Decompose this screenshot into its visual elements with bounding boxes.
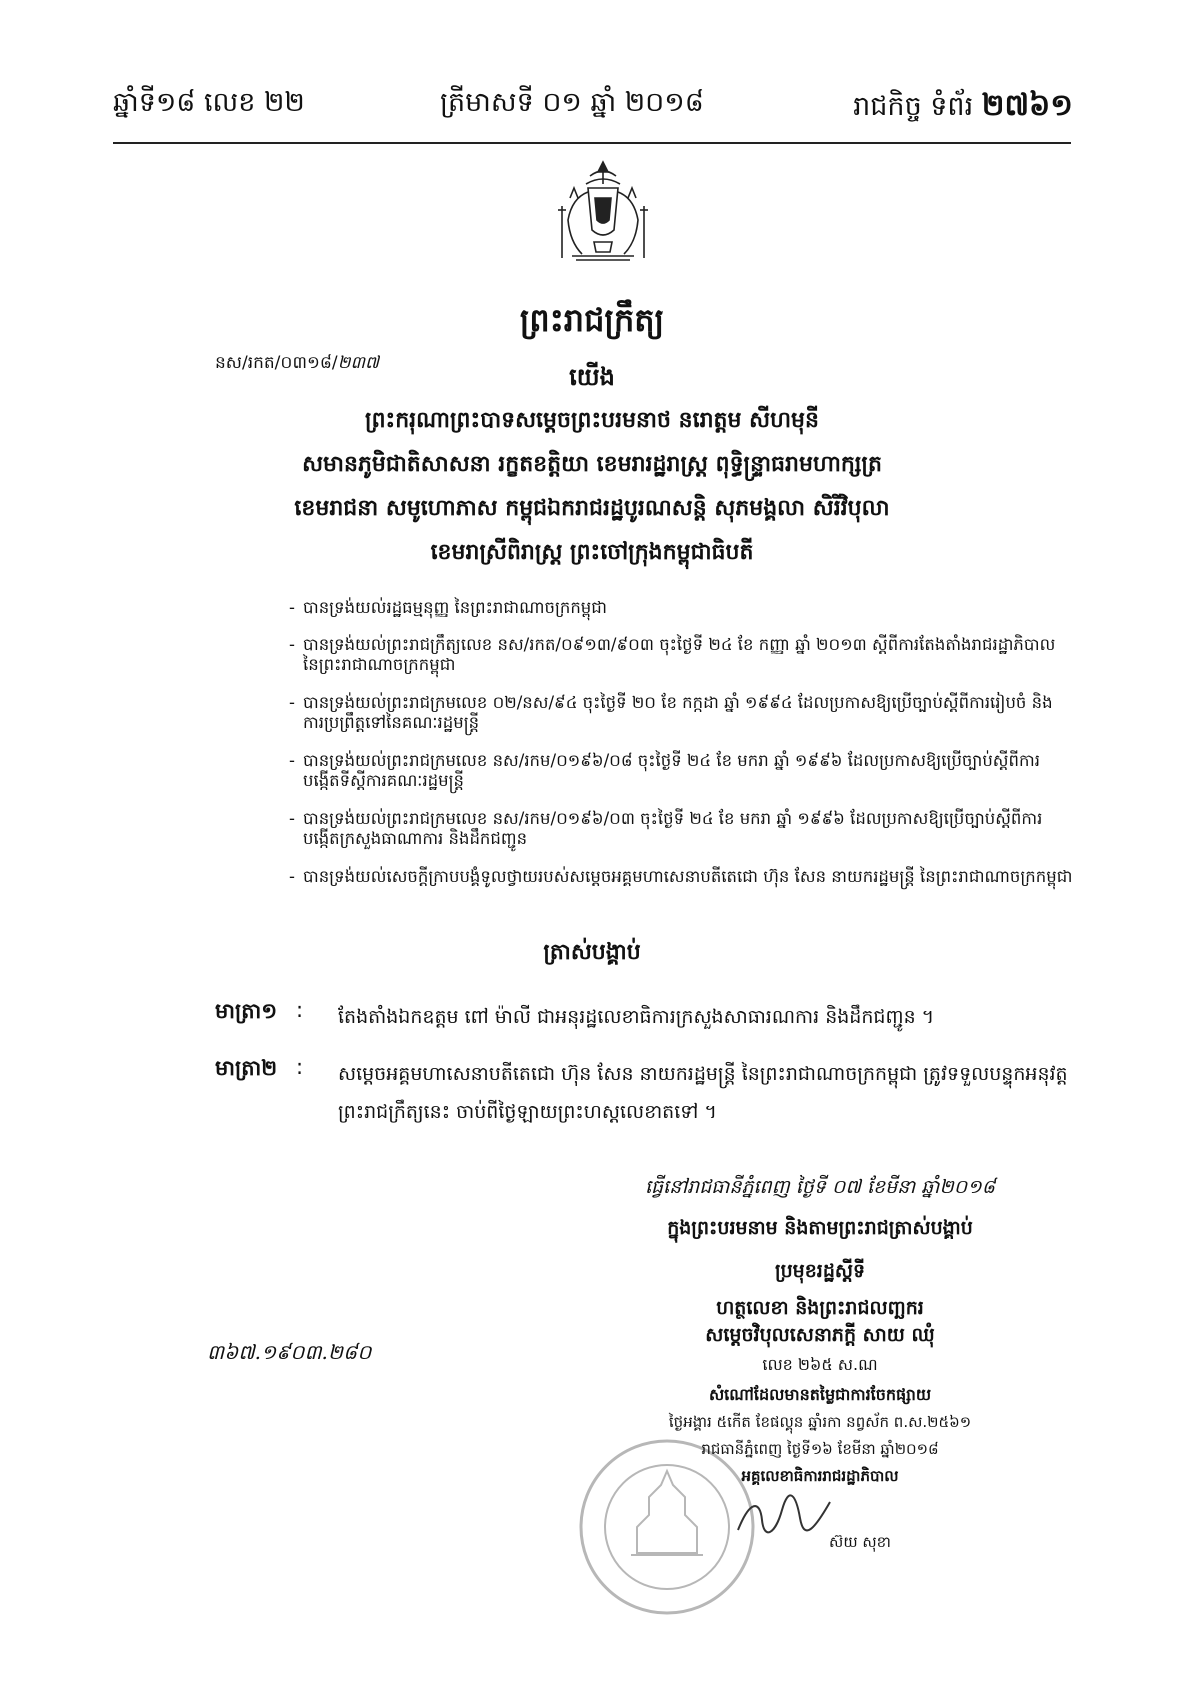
registration-number: ៣៦៧.១៩០៣.២៨០	[207, 1340, 372, 1364]
article-2-colon: :	[296, 1055, 304, 1079]
visa-text: បានទ្រង់យល់រដ្ឋធម្មនុញ្ញ នៃព្រះរាជាណាចក្រកម្ពុជា	[303, 598, 607, 617]
article-2-label: មាត្រា២	[215, 1056, 278, 1080]
royal-arms-emblem-icon	[548, 158, 658, 268]
visa-item: - បានទ្រង់យល់ព្រះរាជក្រមលេខ នស/រកម/០១៩៦/០៣ ចុះថ្ងៃទី ២៤ ខែ មករា ឆ្នាំ ១៩៩៦ ដែលប្រកាសឱ្យប្រើច្បាប់ស្តីពីការបង្កើតក្រសួងធាណាការ និងដឹកជញ្ជូន	[289, 809, 1043, 848]
gazette-page-label: រាជកិច្ច ទំព័រ	[853, 91, 974, 122]
royal-title-line: សមានភូមិជាតិសាសនា រក្ខតខត្តិយា ខេមរារដ្ឋរាស្ត្រ ពុទ្ធិន្ទ្រាធរាមហាក្សត្រ	[302, 452, 882, 477]
decree-title: ព្រះរាជក្រឹត្យ	[519, 301, 665, 339]
copy-number: លេខ ២៦៥ ស.ណ	[762, 1355, 878, 1374]
article-2-text: សម្តេចអគ្គមហាសេនាបតីតេជោ ហ៊ុន សែន នាយករដ្ឋមន្ត្រី នៃព្រះរាជាណាចក្រកម្ពុជា ត្រូវទទួលបន្ទុកអនុវត្តព្រះរាជក្រឹត្យនេះ ចាប់ពីថ្ងៃឡាយព្រះហស្តលេខាតទៅ ។	[338, 1063, 1068, 1123]
secretary-general-office: អគ្គលេខាធិការរាជរដ្ឋាភិបាល	[741, 1467, 899, 1485]
royal-title-line: ព្រះករុណាព្រះបាទសម្តេចព្រះបរមនាថ នរោត្តម សីហមុនី	[365, 408, 819, 433]
royal-title-line: ខេមរាស្រីពិរាស្ត្រ ព្រះចៅក្រុងកម្ពុជាធិបតី	[430, 540, 754, 565]
visa-text: បានទ្រង់យល់ព្រះរាជក្រមលេខ ០២/នស/៩៤ ចុះថ្ងៃទី ២០ ខែ កក្កដា ឆ្នាំ ១៩៩៤ ដែលប្រកាសឱ្យប្រើច្បាប់ស្តីពីការរៀបចំ និងការប្រព្រឹត្តទៅនៃគណៈរដ្ឋមន្ត្រី	[303, 693, 1053, 732]
visa-text: បានទ្រង់យល់ព្រះរាជក្រមលេខ នស/រកម/០១៩៦/០៨ ចុះថ្ងៃទី ២៤ ខែ មករា ឆ្នាំ ១៩៩៦ ដែលប្រកាសឱ្យប្រើច្បាប់ស្តីពីការបង្កើតទីស្តីការគណៈរដ្ឋមន្ត្រី	[303, 751, 1040, 790]
reference-handwritten: ២៣៧	[337, 353, 379, 373]
section-title: ត្រាស់បង្គាប់	[543, 940, 641, 965]
gazette-year-issue: ឆ្នាំទី១៨ លេខ ២២	[113, 87, 305, 118]
article-1-colon: :	[296, 998, 304, 1022]
gazette-page	[853, 86, 1073, 130]
city-date: រាជធានីភ្នំពេញ ថ្ងៃទី១៦ ខែមីនា ឆ្នាំ២០១៨	[701, 1440, 939, 1458]
signature-line-authority: ក្នុងព្រះបរមនាម និងតាមព្រះរាជត្រាស់បង្គាប់	[667, 1217, 973, 1239]
certified-copy-title: សំណៅដែលមានតម្លៃជាការចែកផ្សាយ	[708, 1385, 932, 1404]
signature-line-seal: ហត្ថលេខា និងព្រះរាជលញ្ឆករ	[716, 1297, 924, 1319]
visa-item: - បានទ្រង់យល់សេចក្តីក្រាបបង្គំទូលថ្វាយរបស់សម្តេចអគ្គមហាសេនាបតីតេជោ ហ៊ុន សែន នាយករដ្ឋមន្ត្រី នៃព្រះរាជាណាចក្រកម្ពុជា	[289, 867, 1073, 886]
header-rule	[113, 142, 1071, 144]
secretary-general-name: ស៊យ សុខា	[829, 1533, 891, 1551]
visa-item: - បានទ្រង់យល់ព្រះរាជក្រមលេខ នស/រកម/០១៩៦/០៨ ចុះថ្ងៃទី ២៤ ខែ មករា ឆ្នាំ ១៩៩៦ ដែលប្រកាសឱ្យប្រើច្បាប់ស្តីពីការបង្កើតទីស្តីការគណៈរដ្ឋមន្ត្រី	[289, 751, 1040, 790]
gazette-page-number: ២៧៦១	[981, 88, 1073, 123]
reference-printed: នស/រកត/០៣១៨/	[215, 353, 338, 373]
royal-title-line: ខេមរាជនា សមូហោភាស កម្ពុជឯករាជរដ្ឋបូរណសន្តិ សុភមង្គលា សិរីវិបុលា	[294, 496, 890, 521]
lunar-date: ថ្ងៃអង្គារ ៥កើត ខែផល្គុន ឆ្នាំរកា នព្វស័ក ព.ស.២៥៦១	[668, 1413, 972, 1431]
gazette-quarter: ត្រីមាសទី ០១ ឆ្នាំ ២០១៨	[440, 87, 704, 118]
visa-text: បានទ្រង់យល់ព្រះរាជក្រមលេខ នស/រកម/០១៩៦/០៣ ចុះថ្ងៃទី ២៤ ខែ មករា ឆ្នាំ ១៩៩៦ ដែលប្រកាសឱ្យប្រើច្បាប់ស្តីពីការបង្កើតក្រសួងធាណាការ និងដឹកជញ្ជូន	[303, 809, 1043, 848]
visa-item: - បានទ្រង់យល់ព្រះរាជក្រមលេខ ០២/នស/៩៤ ចុះថ្ងៃទី ២០ ខែ កក្កដា ឆ្នាំ ១៩៩៤ ដែលប្រកាសឱ្យប្រើច្បាប់ស្តីពីការរៀបចំ និងការប្រព្រឹត្តទៅនៃគណៈរដ្ឋមន្ត្រី	[289, 693, 1053, 732]
article-1-label: មាត្រា១	[215, 999, 278, 1023]
visa-text: បានទ្រង់យល់ព្រះរាជក្រឹត្យលេខ នស/រកត/០៩១៣/៩០៣ ចុះថ្ងៃទី ២៤ ខែ កញ្ញា ឆ្នាំ ២០១៣ ស្តីពីការតែងតាំងរាជរដ្ឋាភិបាល នៃព្រះរាជាណាចក្រកម្ពុជា	[303, 635, 1056, 674]
decree-we: យើង	[569, 363, 615, 391]
article-1-text: តែងតាំងឯកឧត្តម ពៅ ម៉ាលី ជាអនុរដ្ឋលេខាធិការក្រសួងសាធារណការ និងដឹកជញ្ជូន ។	[338, 1006, 935, 1028]
visa-item: - បានទ្រង់យល់រដ្ឋធម្មនុញ្ញ នៃព្រះរាជាណាចក្រកម្ពុជា	[289, 598, 607, 617]
place-and-date: ធ្វើនៅរាជធានីភ្នំពេញ ថ្ងៃទី ០៧ ខែមីនា ឆ្នាំ២០១៨	[644, 1176, 996, 1198]
visa-item: - បានទ្រង់យល់ព្រះរាជក្រឹត្យលេខ នស/រកត/០៩១៣/៩០៣ ចុះថ្ងៃទី ២៤ ខែ កញ្ញា ឆ្នាំ ២០១៣ ស្តីពីការតែងតាំងរាជរដ្ឋាភិបាល នៃព្រះរាជាណាចក្រកម្ពុជា	[289, 635, 1056, 674]
visa-text: បានទ្រង់យល់សេចក្តីក្រាបបង្គំទូលថ្វាយរបស់សម្តេចអគ្គមហាសេនាបតីតេជោ ហ៊ុន សែន នាយករដ្ឋមន្ត្រី នៃព្រះរាជាណាចក្រកម្ពុជា	[303, 867, 1073, 886]
signature-line-acting-head: ប្រមុខរដ្ឋស្តីទី	[774, 1260, 866, 1282]
signatory-name: សម្តេចវិបុលសេនាភក្តី សាយ ឈុំ	[705, 1324, 935, 1346]
